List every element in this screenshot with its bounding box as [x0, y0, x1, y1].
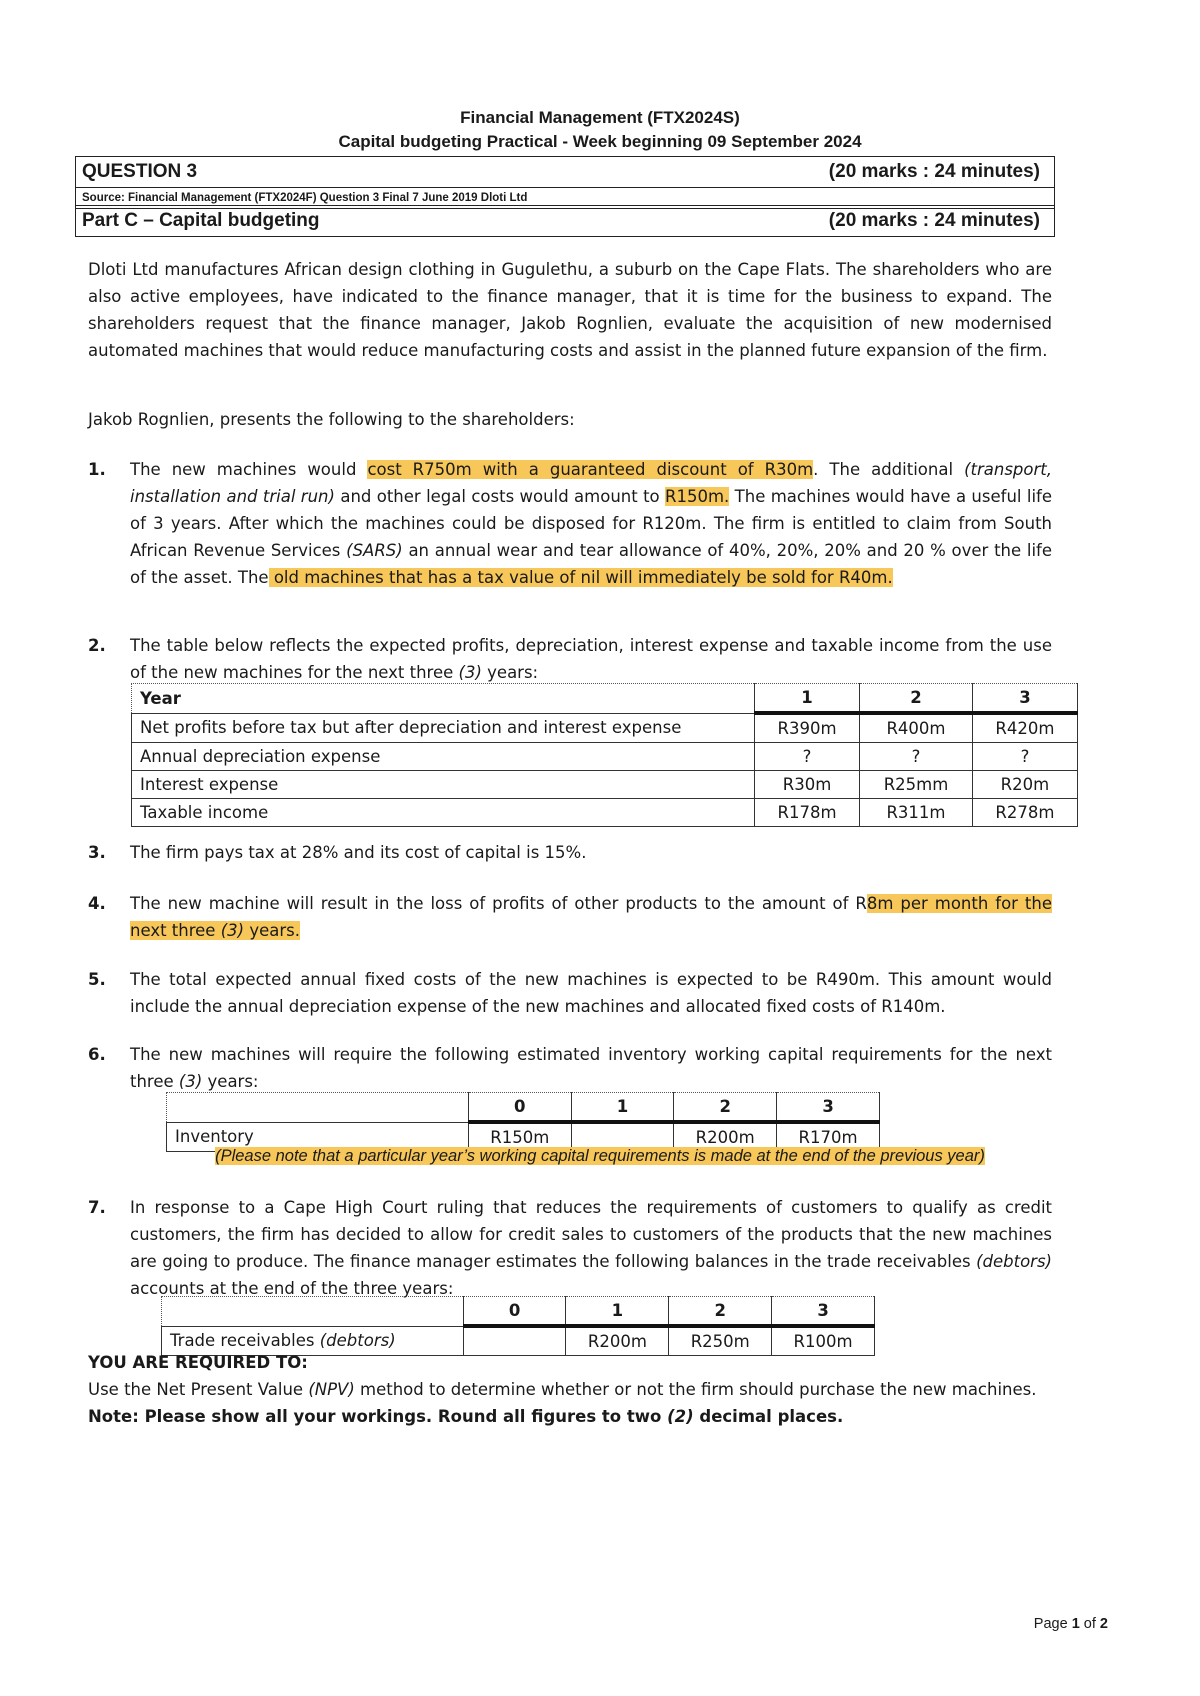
item-text	[130, 632, 1052, 686]
required-note	[88, 1403, 1052, 1430]
table-cell: R150m	[468, 1122, 571, 1152]
table-cell: R390m	[755, 713, 860, 743]
item-text	[130, 456, 1052, 591]
text-run: Use the Net Present Value	[88, 1380, 309, 1399]
table-row	[132, 743, 1078, 771]
table-cell: R250m	[669, 1326, 772, 1356]
table-cell: Inventory	[167, 1122, 469, 1152]
item-text	[130, 1194, 1052, 1302]
table-row	[132, 799, 1078, 827]
table-cell: 3	[972, 684, 1077, 714]
inventory-note	[0, 1147, 1200, 1166]
text-run: The new machine will result in the loss of profits of other products to the amount of R	[130, 894, 867, 913]
table-cell: 2	[669, 1297, 772, 1327]
table-cell: R20m	[972, 771, 1077, 799]
presents-line: Jakob Rognlien, presents the following to the shareholders:	[88, 410, 575, 429]
item-number: 4.	[88, 894, 106, 913]
highlight-lost-profits: years.	[244, 921, 300, 940]
text-run: years:	[481, 663, 539, 682]
text-run: Note: Please show all your workings. Round all figures to two	[88, 1407, 668, 1426]
item-number: 7.	[88, 1198, 106, 1217]
text-run: Trade receivables	[170, 1331, 320, 1351]
highlight-cost: cost R750m with a guaranteed discount of R30m	[367, 460, 814, 479]
table-header-row	[162, 1297, 875, 1327]
item-number: 2.	[88, 636, 106, 655]
table-cell: ?	[972, 743, 1077, 771]
part-row	[76, 206, 1054, 236]
highlight-lost-profits: (3)	[220, 921, 245, 940]
table-cell: R178m	[755, 799, 860, 827]
part-label: Part C – Capital budgeting	[82, 210, 320, 231]
page-number	[1034, 1616, 1108, 1632]
text-run-italic: (NPV)	[308, 1380, 355, 1399]
table-cell: 1	[755, 684, 860, 714]
table-cell: Taxable income	[132, 799, 755, 827]
text-run: an annual wear and tear allowance of 40%, 20%, 20% and 20 % over the life of the asset. The	[130, 541, 1053, 587]
part-marks: (20 marks : 24 minutes)	[828, 210, 1040, 231]
table-cell: 2	[860, 684, 973, 714]
table-cell: 1	[571, 1093, 674, 1123]
question-header-box	[75, 156, 1055, 209]
list-item-2	[88, 632, 1052, 686]
list-item-5	[88, 966, 1052, 1020]
part-header-box	[75, 205, 1055, 237]
text-run-italic: (2)	[667, 1407, 694, 1426]
text-run: 1	[1071, 1616, 1080, 1632]
table-cell: R400m	[860, 713, 973, 743]
table-cell: R25mm	[860, 771, 973, 799]
text-run-italic: (3)	[178, 1072, 203, 1091]
required-section	[88, 1349, 1052, 1430]
question-marks: (20 marks : 24 minutes)	[828, 161, 1040, 182]
table-row	[132, 713, 1078, 743]
required-text	[88, 1376, 1052, 1403]
list-item-4	[88, 890, 1052, 944]
practical-title: Capital budgeting Practical - Week beginning 09 September 2024	[338, 132, 862, 151]
text-run: The table below reflects the expected profits, depreciation, interest expense and taxable income from the use of the new machines for the next three	[130, 636, 1052, 682]
item-text: The firm pays tax at 28% and its cost of capital is 15%.	[130, 843, 587, 862]
table-cell: R100m	[772, 1326, 875, 1356]
table-cell: Year	[132, 684, 755, 714]
item-number: 6.	[88, 1045, 106, 1064]
table-cell: R200m	[566, 1326, 669, 1356]
intro-paragraph: Dloti Ltd manufactures African design clothing in Gugulethu, a suburb on the Cape Flats. The shareholders who are also active employees, have indicated to the finance manager, that it is time for the business to expand. The shareholders request that the finance manager, Jakob Rognlien, evaluate the acquisition of new modernised automated machines that would reduce manufacturing costs and assist in the planned future expansion of the firm.	[88, 260, 1052, 360]
text-run: of	[1079, 1616, 1100, 1632]
text-run: method to determine whether or not the firm should purchase the new machines.	[354, 1380, 1037, 1399]
table-cell: 3	[772, 1297, 875, 1327]
item-number: 3.	[88, 843, 106, 862]
highlight-old-machines: old machines that has a tax value of nil will immediately be sold for R40m.	[268, 568, 893, 587]
profits-table	[131, 683, 1078, 827]
text-run: The machines would have a useful life of 3 years. After which the machines could be disposed for R120m. The firm is entitled to claim from South African Revenue Services	[130, 487, 1052, 560]
item-number: 5.	[88, 970, 106, 989]
text-run: 2	[1099, 1616, 1108, 1632]
table-cell: 1	[566, 1297, 669, 1327]
list-item-6	[88, 1041, 1052, 1095]
table-header-row	[132, 684, 1078, 714]
list-item-1	[88, 456, 1052, 591]
text-run: and other legal costs would amount to	[334, 487, 666, 506]
course-title: Financial Management (FTX2024S)	[460, 108, 740, 127]
item-text	[130, 890, 1052, 944]
table-cell: R420m	[972, 713, 1077, 743]
required-heading: YOU ARE REQUIRED TO:	[88, 1353, 308, 1372]
table-header-row	[167, 1093, 880, 1123]
table-cell: Interest expense	[132, 771, 755, 799]
table-cell: 3	[777, 1093, 880, 1123]
table-cell: R278m	[972, 799, 1077, 827]
table-cell: 0	[468, 1093, 571, 1123]
list-item-3	[88, 839, 1052, 866]
item-number: 1.	[88, 460, 106, 479]
text-run-italic: (3)	[458, 663, 482, 682]
table-cell: R170m	[777, 1122, 880, 1152]
question-label: QUESTION 3	[82, 161, 198, 182]
table-cell: R311m	[860, 799, 973, 827]
question-row	[76, 157, 1054, 187]
text-run: accounts at the end of the three years:	[130, 1279, 454, 1298]
source-line: Source: Financial Management (FTX2024F) Question 3 Final 7 June 2019 Dloti Ltd	[76, 187, 1054, 208]
text-run: decimal places.	[693, 1407, 844, 1426]
text-run-italic: (debtors)	[319, 1331, 396, 1351]
table-cell: R200m	[674, 1122, 777, 1152]
table-cell: 0	[463, 1297, 566, 1327]
table-cell	[167, 1093, 469, 1123]
table-cell: ?	[860, 743, 973, 771]
table-cell	[162, 1297, 464, 1327]
text-run: Page	[1033, 1616, 1072, 1632]
list-item-7	[88, 1194, 1052, 1302]
text-run: In response to a Cape High Court ruling that reduces the requirements of customers to qualify as credit customers, the firm has decided to allow for credit sales to customers of the products that the new machines are going to produce. The finance manager estimates the following balances in the trade receivables	[130, 1198, 1052, 1271]
text-run-italic: (SARS)	[346, 541, 403, 560]
table-cell: 2	[674, 1093, 777, 1123]
text-run-italic: (debtors)	[976, 1252, 1052, 1271]
table-row	[132, 771, 1078, 799]
text-run: years:	[202, 1072, 259, 1091]
inventory-table	[166, 1092, 880, 1152]
highlight-note: (Please note that a particular year’s working capital requirements is made at the end of the previous year)	[215, 1147, 985, 1165]
table-cell: R30m	[755, 771, 860, 799]
table-cell: ?	[755, 743, 860, 771]
table-cell: Annual depreciation expense	[132, 743, 755, 771]
table-cell: Net profits before tax but after depreciation and interest expense	[132, 713, 755, 743]
highlight-legal-costs: R150m.	[665, 487, 730, 506]
highlight-lost-profits: 8m per month for the next three	[130, 894, 1052, 940]
text-run: The new machines will require the following estimated inventory working capital requirements for the next three	[130, 1045, 1052, 1091]
text-run: The new machines would	[130, 460, 368, 479]
text-run: . The additional	[813, 460, 965, 479]
item-text	[130, 1041, 1052, 1095]
item-text: The total expected annual fixed costs of the new machines is expected to be R490m. This amount would include the annual depreciation expense of the new machines and allocated fixed costs of R140m.	[130, 970, 1052, 1016]
receivables-table	[161, 1296, 875, 1356]
text-run-italic: (transport, installation and trial run)	[130, 460, 1052, 506]
